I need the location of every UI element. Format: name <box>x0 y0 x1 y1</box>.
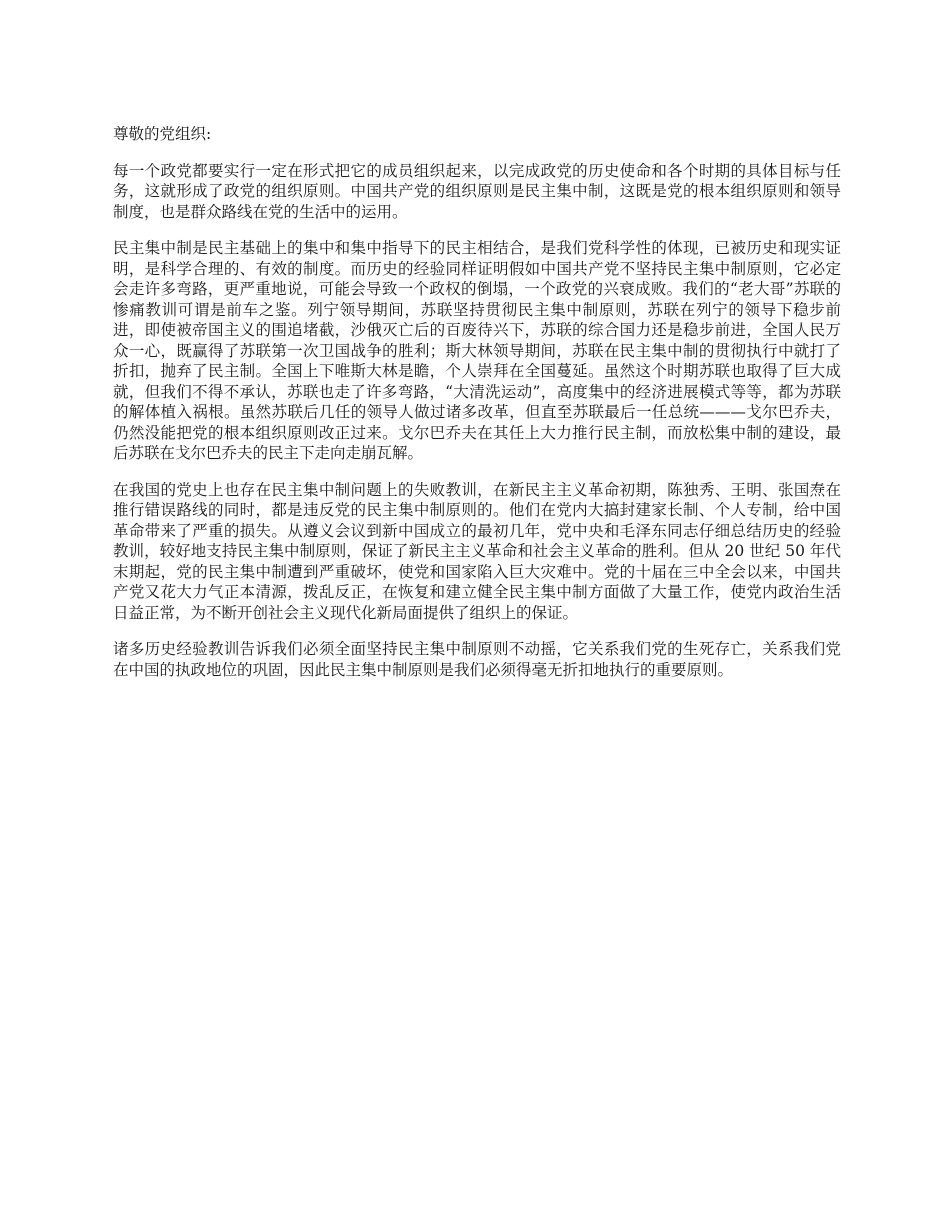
paragraph-party-history: 在我国的党史上也存在民主集中制问题上的失败教训，在新民主主义革命初期，陈独秀、王明、张国焘在推行错误路线的同时，都是违反党的民主集中制原则的。他们在党内大搞封建家长制、个人专制，给中国革命带来了严重的损失。从遵义会议到新中国成立的最初几年，党中央和毛泽东同志仔细总结历史的经验教训，较好地支持民主集中制原则，保证了新民主主义革命和社会主义革命的胜利。但从 20 世纪 50 年代末期起，党的民主集中制遭到严重破坏，使党和国家陷入巨大灾难中。党的十届在三中全会以来，中国共产党又花大力气正本清源，拨乱反正，在恢复和建立健全民主集中制方面做了大量工作，使党内政治生活日益正常，为不断开创社会主义现代化新局面提供了组织上的保证。 <box>113 480 841 622</box>
paragraph-intro: 每一个政党都要实行一定在形式把它的成员组织起来，以完成政党的历史使命和各个时期的具体目标与任务，这就形成了政党的组织原则。中国共产党的组织原则是民主集中制，这既是党的根本组织原则和领导制度，也是群众路线在党的生活中的运用。 <box>113 161 841 221</box>
salutation: 尊敬的党组织: <box>113 125 212 143</box>
document-body <box>113 124 841 696</box>
paragraph-soviet-lesson: 民主集中制是民主基础上的集中和集中指导下的民主相结合，是我们党科学性的体现，已被历史和现实证明，是科学合理的、有效的制度。而历史的经验同样证明假如中国共产党不坚持民主集中制原则，它必定会走许多弯路，更严重地说，可能会导致一个政权的倒塌，一个政党的兴衰成败。我们的“老大哥”苏联的惨痛教训可谓是前车之鉴。列宁领导期间，苏联坚持贯彻民主集中制原则，苏联在列宁的领导下稳步前进，即使被帝国主义的围追堵截，沙俄灭亡后的百废待兴下，苏联的综合国力还是稳步前进，全国人民万众一心，既赢得了苏联第一次卫国战争的胜利；斯大林领导期间，苏联在民主集中制的贯彻执行中就打了折扣，抛弃了民主制。全国上下唯斯大林是瞻，个人崇拜在全国蔓延。虽然这个时期苏联也取得了巨大成就，但我们不得不承认，苏联也走了许多弯路，“大清洗运动”，高度集中的经济进展模式等等，都为苏联的解体植入祸根。虽然苏联后几任的领导人做过诸多改革，但直至苏联最后一任总统———戈尔巴乔夫，仍然没能把党的根本组织原则改正过来。戈尔巴乔夫在其任上大力推行民主制，而放松集中制的建设，最后苏联在戈尔巴乔夫的民主下走向走崩瓦解。 <box>113 239 841 462</box>
paragraph-conclusion: 诸多历史经验教训告诉我们必须全面坚持民主集中制原则不动摇，它关系我们党的生死存亡，关系我们党在中国的执政地位的巩固，因此民主集中制原则是我们必须得毫无折扣地执行的重要原则。 <box>113 640 841 679</box>
